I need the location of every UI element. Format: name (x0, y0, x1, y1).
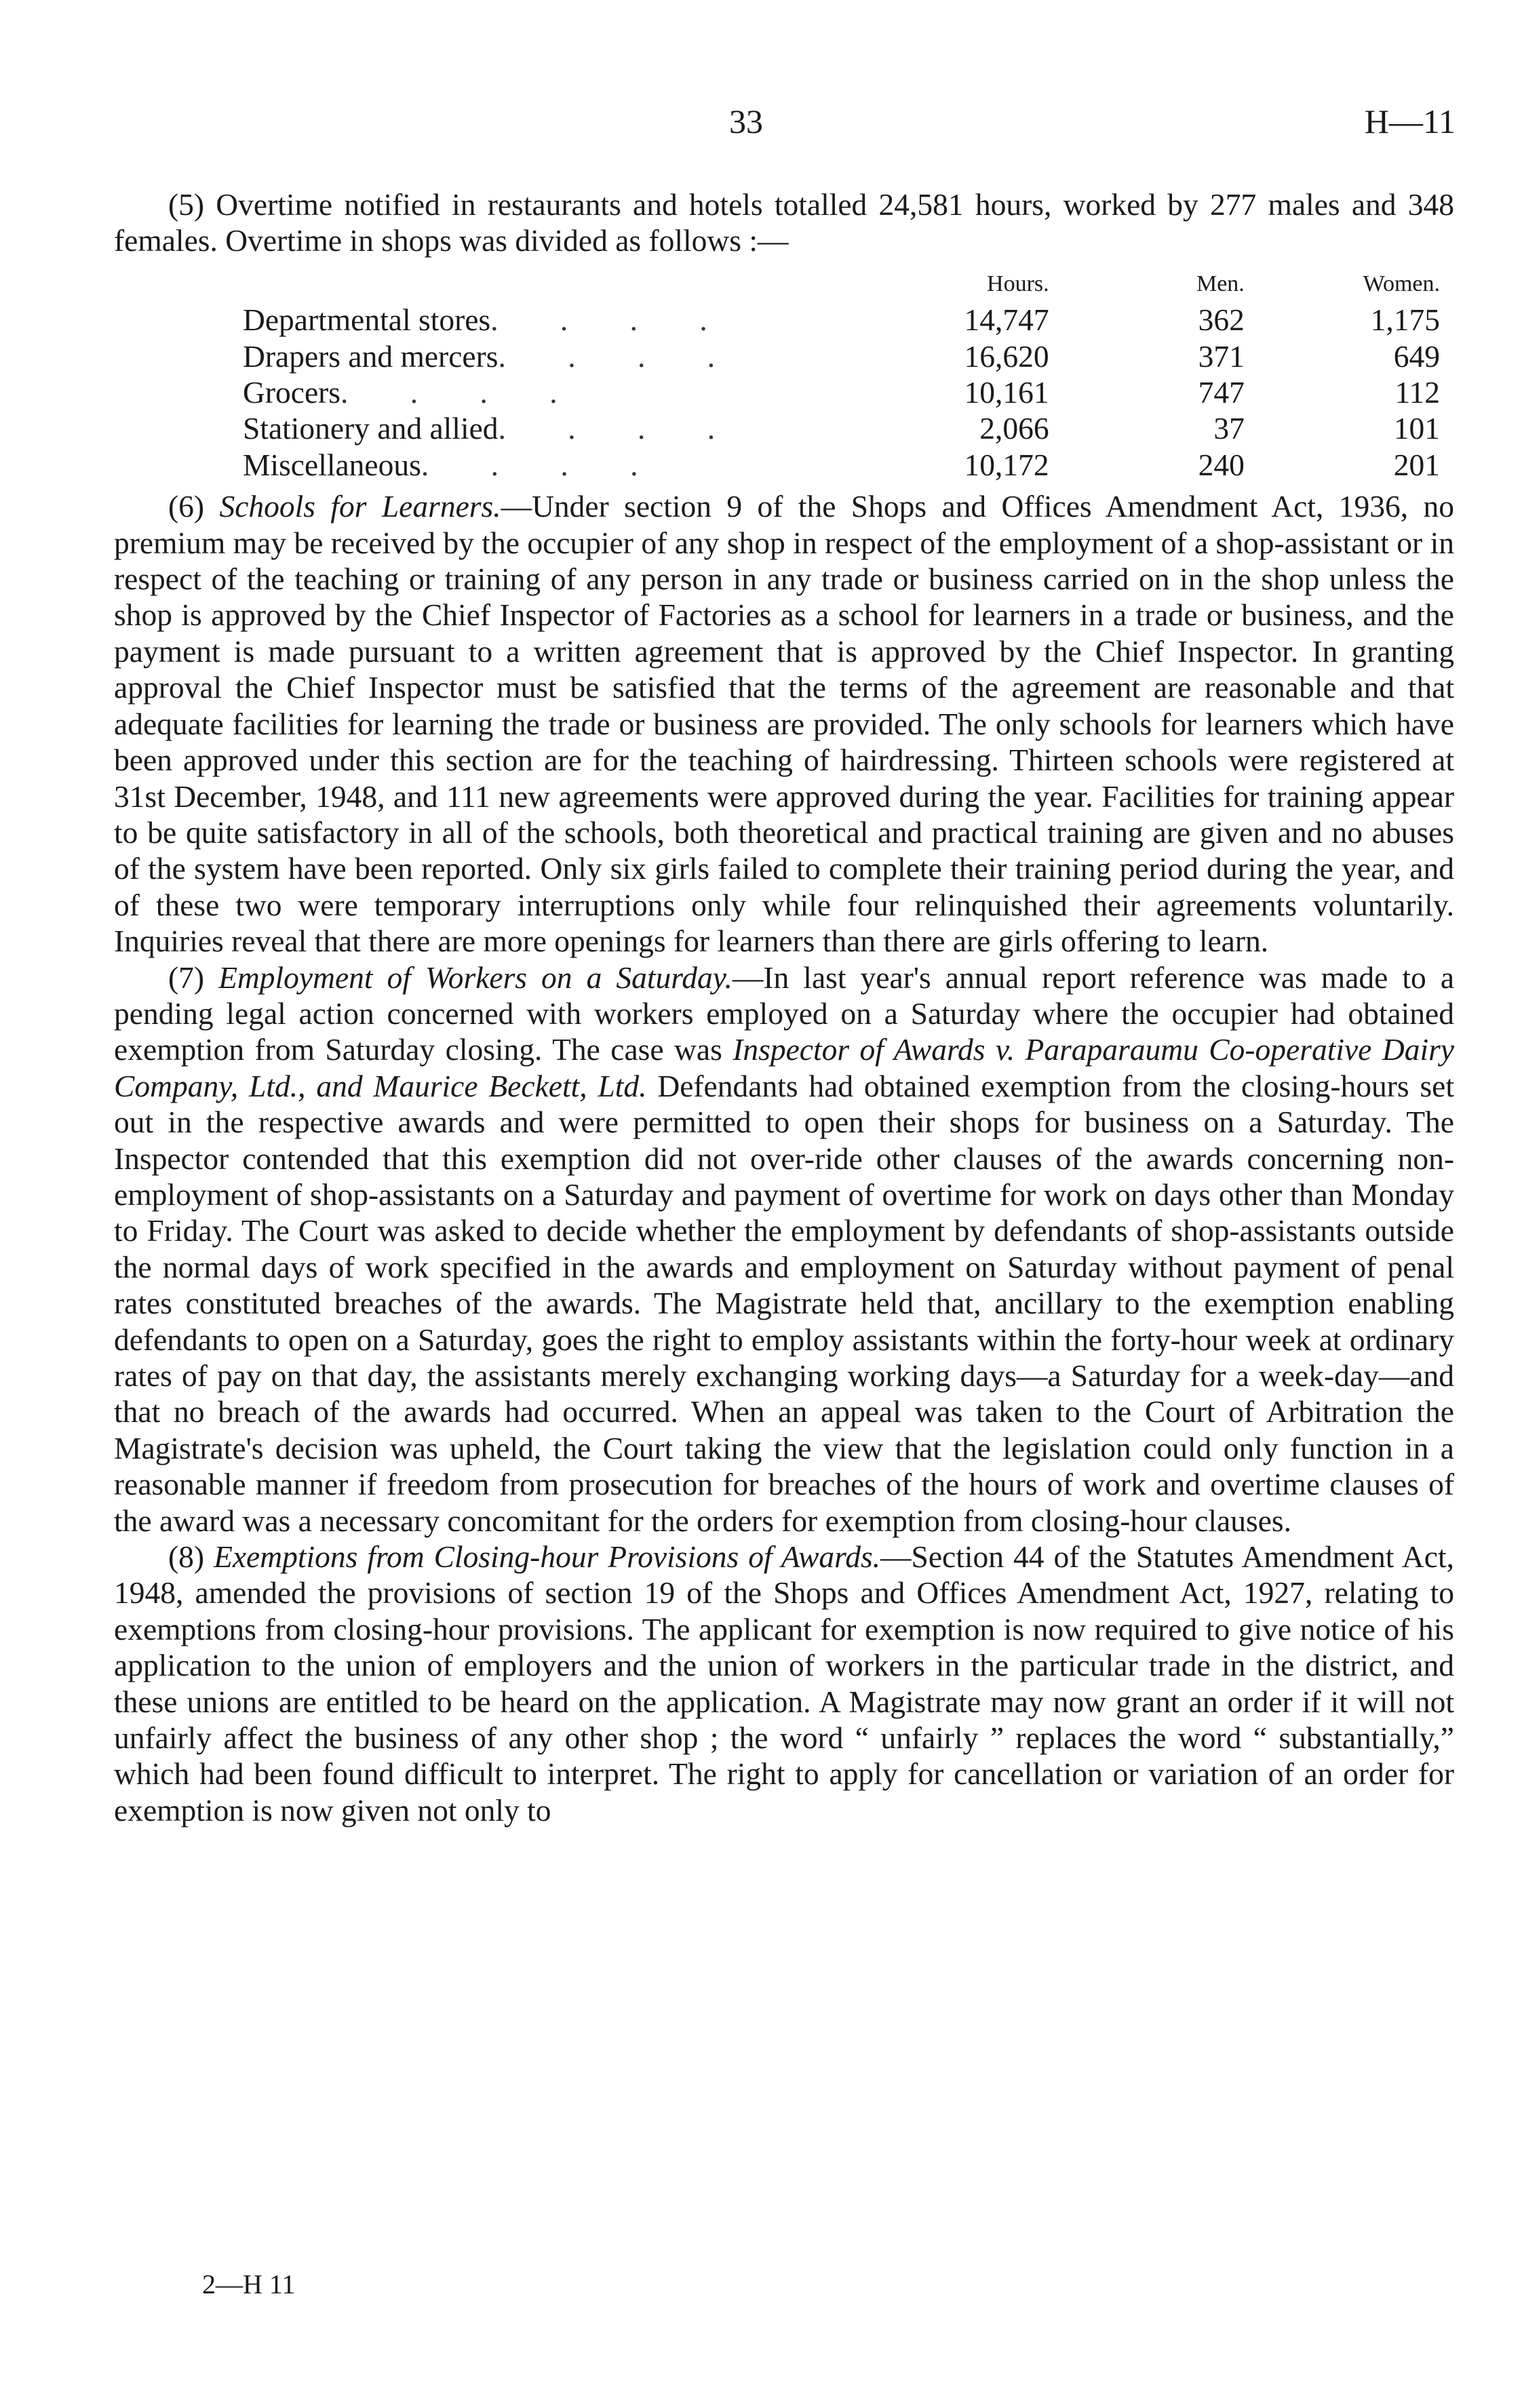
row-label: Drapers and mercers (243, 338, 499, 374)
cell-women: 112 (1394, 375, 1440, 410)
paragraph-8-text: —Section 44 of the Statutes Amendment Act, 1948, amended the provisions of section 19 of the Shops and Offices Amendment Act, 1927, relating to exemptions from closing-hour provisions. The applicant for exemption is now required to give notice of his application to the union of employers and the union of workers in the particular trade in the district, and these unions are entitled to be heard on the application. A Magistrate may now grant an order if it will not unfairly affect the business of any other shop ; the word “ unfairly ” replaces the word “ substantially,” which had been found difficult to interpret. The right to apply for cancellation or variation of an order for exemption is now given not only to (114, 1539, 1455, 1828)
cell-men: 747 (1198, 375, 1245, 410)
paragraph-6-label: (6) (168, 489, 220, 524)
printer-signature: 2—H 11 (202, 2269, 296, 2300)
row-label: Departmental stores (243, 302, 491, 338)
paragraph-7-text-b: Defendants had obtained exemption from the closing-hours set out in the respective awards and were permitted to open their shops for business on a Saturday. The Inspector contended that this exemption did not over-ride other clauses of the awards concerning non-employment of shop-assistants on a Saturday and payment of overtime for work on days other than Monday to Friday. The Court was asked to decide whether the employment by defendants of shop-assistants outside the normal days of work specified in the awards and employment on Saturday without payment of penal rates constituted breaches of the awards. The Magistrate held that, ancillary to the exemption enabling defendants to open on a Saturday, goes the right to employ assistants within the forty-hour week at ordinary rates of pay on that day, the assistants merely exchanging working days—a Saturday for a week-day—and that no breach of the awards had occurred. When an appeal was taken to the Court of Arbitration the Magistrate's decision was upheld, the Court taking the view that the legislation could only function in a reasonable manner if freedom from prosecution for breaches of the hours of work and overtime clauses of the award was a necessary concomitant for the orders for exemption from closing-hour clauses. (114, 1068, 1455, 1538)
paragraph-6-heading: Schools for Learners. (219, 489, 501, 524)
table-row (243, 447, 1440, 483)
cell-men: 371 (1198, 338, 1245, 374)
dot-leader: . . . . (498, 338, 743, 374)
paragraph-8-label: (8) (168, 1539, 214, 1575)
column-header-women: Women. (1363, 271, 1440, 296)
paragraph-8 (114, 1539, 1454, 1828)
cell-hours: 16,620 (964, 338, 1049, 374)
paragraph-7-text-a: —In last year's annual report reference was made to a pending legal action concerned with workers employed on a Saturday where the occupier had obtained exemption from Saturday closing. The case was (114, 960, 1455, 1067)
dot-leader: . . . . (340, 375, 585, 410)
paragraph-7 (114, 960, 1454, 1539)
table-row (243, 338, 1440, 374)
paragraph-7-case-name: Inspector of Awards v. Paraparaumu Co-operative Dairy Company, Ltd., and Maurice Beckett, Ltd. (114, 1032, 1454, 1103)
paragraph-7-heading: Employment of Workers on a Saturday. (218, 960, 733, 995)
overtime-table-container (114, 266, 1454, 483)
cell-hours: 14,747 (964, 302, 1049, 338)
page-header (0, 102, 1522, 149)
table-row (243, 374, 1440, 410)
paragraph-6-text: —Under section 9 of the Shops and Offices Amendment Act, 1936, no premium may be received by the occupier of any shop in respect of the employment of a shop-assistant or in respect of the teaching or training of any person in any trade or business carried on in the shop unless the shop is approved by the Chief Inspector of Factories as a school for learners in a trade or business, and the payment is made pursuant to a written agreement that is approved by the Chief Inspector. In granting approval the Chief Inspector must be satisfied that the terms of the agreement are reasonable and that adequate facilities for learning the trade or business are provided. The only schools for learners which have been approved under this section are for the teaching of hairdressing. Thirteen schools were registered at 31st December, 1948, and 111 new agreements were approved during the year. Facilities for training appear to be quite satisfactory in all of the schools, both theoretical and practical training are given and no abuses of the system have been reported. Only six girls failed to complete their training period during the year, and of these two were temporary interruptions only while four relinquished their agreements voluntarily. Inquiries reveal that there are more openings for learners than there are girls offering to learn. (114, 489, 1454, 959)
cell-women: 649 (1393, 338, 1440, 374)
page-number: 33 (729, 102, 763, 140)
paragraph-6 (114, 488, 1454, 959)
cell-men: 240 (1198, 447, 1245, 482)
row-label: Grocers (243, 375, 341, 410)
cell-women: 101 (1393, 411, 1440, 446)
cell-women: 1,175 (1370, 302, 1440, 338)
cell-hours: 10,161 (964, 375, 1049, 410)
table-row (243, 302, 1440, 338)
dot-leader: . . . . (498, 411, 743, 446)
document-body (114, 186, 1454, 1828)
overtime-table (243, 266, 1440, 483)
cell-hours: 10,172 (964, 447, 1049, 482)
cell-men: 37 (1213, 411, 1245, 446)
table-header-blank (243, 266, 854, 302)
cell-men: 362 (1198, 302, 1245, 338)
row-label: Stationery and allied (243, 411, 499, 446)
cell-women: 201 (1393, 447, 1440, 482)
dot-leader: . . . . (421, 447, 665, 482)
paragraph-5 (114, 186, 1454, 259)
document-series-number: H—11 (1364, 102, 1456, 140)
dot-leader: . . . . (490, 302, 735, 338)
row-label: Miscellaneous (243, 447, 421, 482)
paragraph-5-text: (5) Overtime notified in restaurants and hotels totalled 24,581 hours, worked by 277 males and 348 females. Overtime in shops was divided as follows :— (114, 187, 1454, 258)
column-header-hours: Hours. (987, 271, 1049, 296)
paragraph-7-label: (7) (168, 960, 219, 995)
table-header-row (243, 266, 1440, 302)
table-row (243, 410, 1440, 446)
paragraph-8-heading: Exemptions from Closing-hour Provisions of Awards. (214, 1539, 881, 1575)
column-header-men: Men. (1196, 271, 1245, 296)
cell-hours: 2,066 (979, 411, 1049, 446)
